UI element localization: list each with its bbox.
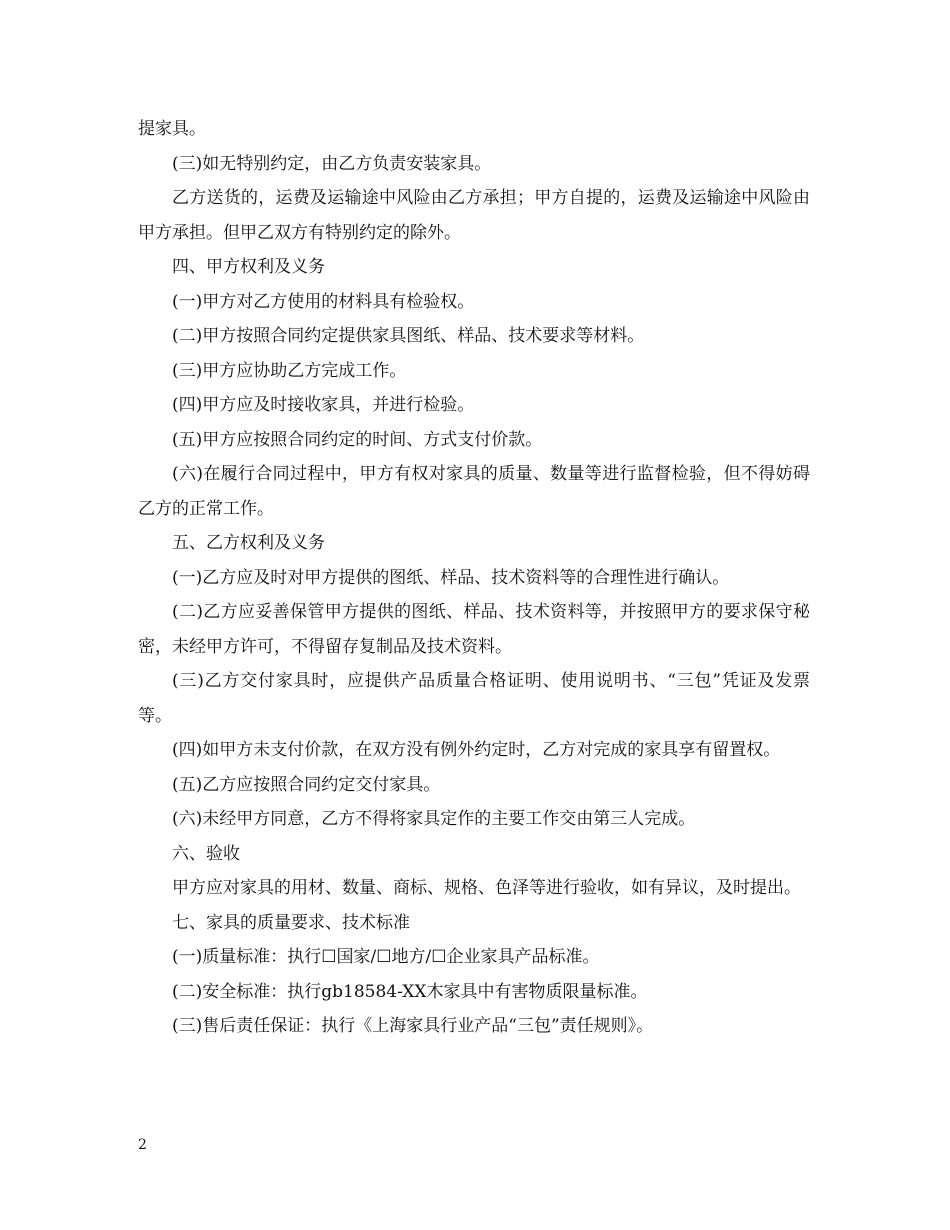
clause-item: (三)乙方交付家具时，应提供产品质量合格证明、使用说明书、“三包”凭证及发票等。	[138, 671, 810, 726]
clause-item: (五)甲方应按照合同约定的时间、方式支付价款。	[172, 429, 543, 450]
clause-item: (一)质量标准：执行☐国家/☐地方/☐企业家具产品标准。	[172, 947, 600, 967]
paragraph: 甲方应对家具的用材、数量、商标、规格、色泽等进行验收，如有异议，及时提出。	[172, 878, 801, 898]
clause-item: (四)如甲方未支付价款，在双方没有例外约定时，乙方对完成的家具享有留置权。	[172, 740, 781, 760]
paragraph: 乙方送货的，运费及运输途中风险由乙方承担；甲方自提的，运费及运输途中风险由甲方承担。但甲乙双方有特别约定的除外。	[138, 188, 810, 243]
clause-item: (二)乙方应妥善保管甲方提供的图纸、样品、技术资料等，并按照甲方的要求保守秘密，未经甲方许可，不得留存复制品及技术资料。	[138, 602, 810, 657]
clause-item: (一)乙方应及时对甲方提供的图纸、样品、技术资料等的合理性进行确认。	[172, 567, 730, 588]
clause-item: (二)甲方按照合同约定提供家具图纸、样品、技术要求等材料。	[172, 326, 645, 346]
clause-item: (三)甲方应协助乙方完成工作。	[172, 360, 407, 381]
clause-item: (三)售后责任保证：执行《上海家具行业产品“三包”责任规则》。	[172, 1016, 654, 1036]
section-heading-acceptance: 六、验收	[172, 843, 240, 864]
clause-item: (二)安全标准：执行gb18584-XX木家具中有害物质限量标准。	[172, 981, 648, 1002]
section-heading-party-a-rights: 四、甲方权利及义务	[172, 257, 325, 277]
document-body	[138, 112, 810, 1044]
clause-item: (四)甲方应及时接收家具，并进行检验。	[172, 395, 475, 415]
section-heading-quality-standards: 七、家具的质量要求、技术标准	[172, 912, 410, 933]
clause-item: (六)在履行合同过程中，甲方有权对家具的质量、数量等进行监督检验，但不得妨碍乙方的正常工作。	[138, 464, 810, 519]
page-number: 2	[138, 1137, 147, 1153]
clause-item: (六)未经甲方同意，乙方不得将家具定作的主要工作交由第三人完成。	[172, 809, 696, 829]
clause-item: (一)甲方对乙方使用的材料具有检验权。	[172, 291, 475, 312]
section-heading-party-b-rights: 五、乙方权利及义务	[172, 533, 325, 553]
clause-item: (五)乙方应按照合同约定交付家具。	[172, 774, 441, 795]
clause-item: (三)如无特别约定，由乙方负责安装家具。	[172, 153, 492, 174]
paragraph-continuation: 提家具。	[138, 119, 206, 139]
